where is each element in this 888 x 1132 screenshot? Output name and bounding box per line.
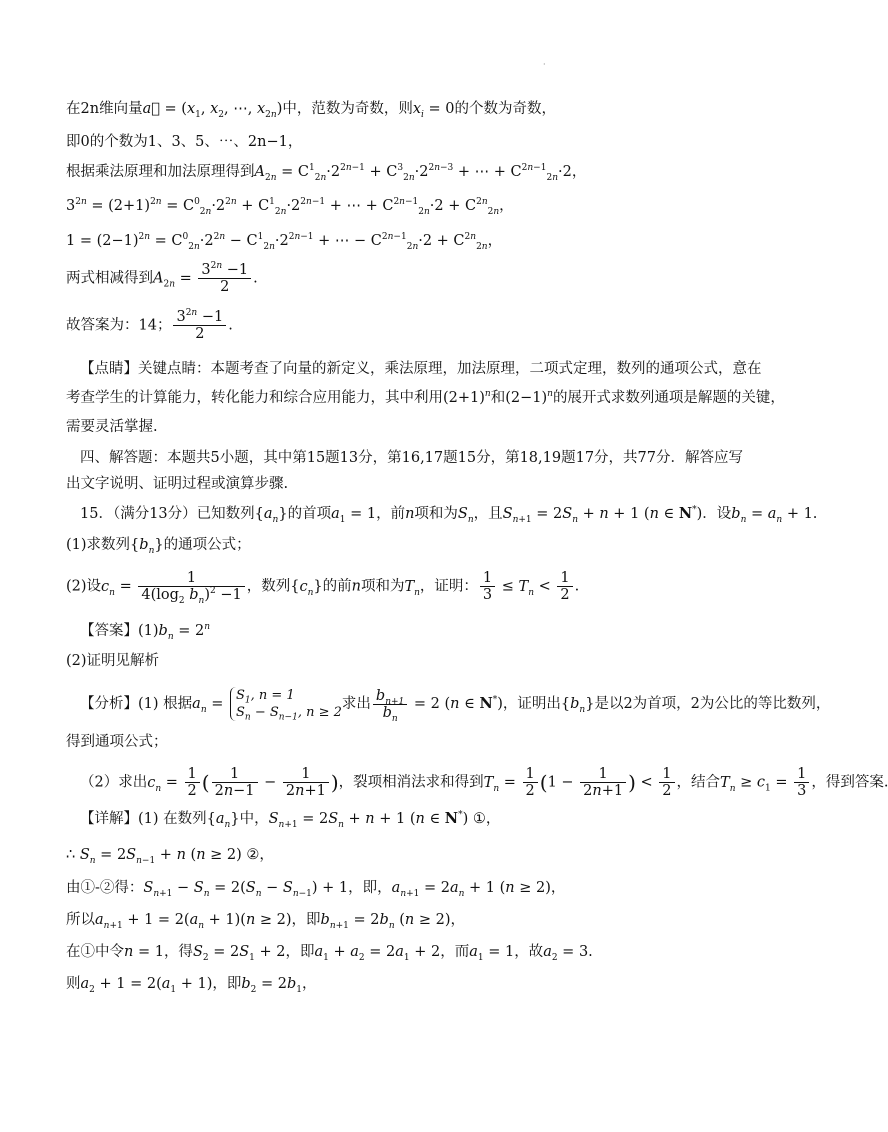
line-3: 根据乘法原理和加法原理得到$A_{2n} = C^1_{2n}\cdot 2^{2n-1} + C^3_{2n}\cdot 2^{2n-3}$ + ⋯ + $C^{2n-1}_{2n}\cdot 2$，: [66, 163, 587, 183]
line-25: 在①中令n = 1，得$S_2 = 2S_1 + 2$，即$a_1 + a_2 = 2a_1 + 2$，而$a_1 = 1$，故$a_2 = 3$.: [66, 944, 593, 963]
line-10: 需要灵活掌握.: [66, 419, 158, 435]
line-26: 则$a_2 + 1 = 2(a_1 + 1)$，即$b_2 = 2b_1$，: [66, 976, 317, 995]
line-5: $1 = (2-1)^{2n} = C^0_{2n}\cdot 2^{2n} - C^1_{2n}\cdot 2^{2n-1}$ + ⋯ − $C^{2n-1}_{2n}\cdot 2 + C^{2n}_{2n}$，: [66, 232, 503, 252]
line-15: (2)设$c_n$ = $\frac{1}{4(\log_2 b_n)^2 -1}$ ，数列$\{c_n\}$的前n项和为$T_n$，证明： $\frac{1}{3}$ ≤ $T_n$ < $\frac{1}{2}$ .: [66, 570, 580, 606]
line-20: （2）求出$c_n$ = $\frac{1}{2}$ ( $\frac{1}{2n-1}$ − $\frac{1}{2n+1}$ )，裂项相消法求和得到$T_n$ = $\frac{1}{2}$ (1 − $\frac{1}{2n+1}$ ) < $\frac{1}{2}$ ，结合$T_n \ge c_1$ = $\frac{1}{3}$ ，得到答案.: [80, 766, 888, 799]
line-23: 由①-②得：$S_{n+1} - S_n = 2(S_n - S_{n-1}) + 1$，即，$a_{n+1} = 2a_n + 1$ (n ≥ 2)，: [66, 880, 566, 899]
line-7: 故答案为：14； $\frac{3^{2n} -1}{2}$ .: [66, 308, 233, 342]
line-21: 【详解】(1) 在数列$\{a_n\}$中，$S_{n+1} = 2S_n + n + 1$ (n ∈ N*) ①，: [80, 810, 501, 830]
line-22: ∴ $S_n = 2S_{n-1} + n$ (n ≥ 2) ②，: [66, 847, 274, 866]
line-8: 【点睛】关键点睛：本题考查了向量的新定义，乘法原理，加法原理，二项式定理，数列的通项公式，意在: [80, 361, 762, 377]
line-18: 【分析】(1) 根据$a_n$ = $S_1$, n = 1 $S_n - S_{n-1}$, n ≥ 2 求出 $\frac{b_{n+1}}{b_n}$ = 2 (n ∈ N*)，证明出$\{b_n\}$是以2为首项，2为公比的等比数列，: [80, 687, 831, 724]
line-9: 考查学生的计算能力，转化能力和综合应用能力，其中利用$(2+1)^n$和$(2-1)^n$的展开式求数列通项是解题的关键，: [66, 389, 785, 406]
line-12: 出文字说明、证明过程或演算步骤.: [66, 476, 289, 492]
line-17: (2)证明见解析: [66, 653, 160, 669]
line-6: 两式相减得到$A_{2n}$ = $\frac{3^{2n} -1}{2}$ .: [66, 261, 258, 295]
line-1: 在2n维向量a⃗ = ($x_1$, $x_2$, ⋯, $x_{2n}$)中，范数为奇数，则$x_i = 0$的个数为奇数，: [66, 101, 557, 120]
page-mark: ·: [543, 60, 546, 69]
line-14: (1)求数列$\{b_n\}$的通项公式；: [66, 537, 251, 556]
line-11: 四、解答题：本题共5小题，其中第15题13分，第16,17题15分，第18,19题17分，共77分．解答应写: [80, 450, 743, 466]
line-16: 【答案】$(1)b_n = 2^n$: [80, 622, 211, 642]
line-24: 所以$a_{n+1} + 1 = 2(a_n + 1)(n \ge 2)$，即$b_{n+1} = 2b_n$ (n ≥ 2)，: [66, 912, 465, 931]
line-2: 即0的个数为1、3、5、⋯、2n−1，: [66, 134, 303, 150]
line-4: $3^{2n} = (2+1)^{2n} = C^0_{2n}\cdot 2^{2n} + C^1_{2n}\cdot 2^{2n-1}$ + ⋯ + $C^{2n-1}_{2n}\cdot 2 + C^{2n}_{2n}$，: [66, 197, 514, 217]
line-13: 15．（满分13分）已知数列$\{a_n\}$的首项$a_1 = 1$，前n项和为$S_n$，且$S_{n+1} = 2S_n + n + 1$ (n ∈ N*)．设$b_n = a_n + 1$.: [80, 505, 818, 525]
line-19: 得到通项公式；: [66, 734, 168, 750]
